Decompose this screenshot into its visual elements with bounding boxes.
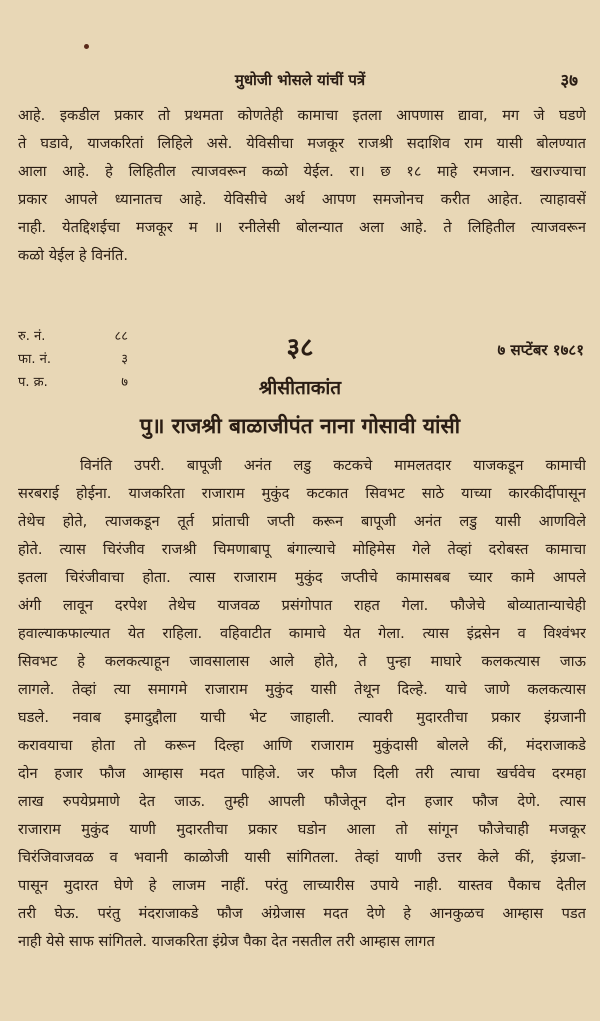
text-line: चिरंजिवाजवळ व भवानी काळोजी यासी सांगितला. तेव्हां याणी उत्तर केले कीं, इंग्रजा- — [18, 849, 586, 866]
text-line: नाही. येतद्दिशईचा मजकूर म ॥ रनीलेसी बोलन्यात अला आहे. ते लिहितील त्याजवरून — [18, 219, 586, 236]
reference-label: फा. नं. — [18, 352, 52, 367]
text-line: होते. त्यास चिरंजीव राजश्री चिमणाबापू बंगाल्याचे मोहिमेस गेले तेव्हां दरोबस्त कामाचा — [18, 541, 586, 558]
text-line: सरबराई होईना. याजकरिता राजाराम मुकुंद कटकात सिवभट साठे याच्या कारकीर्दीपासून — [18, 485, 586, 502]
text-line: आला आहे. हे लिहितील त्याजवरून कळो येईल. रा। छ १८ माहे रमजान. खराज्याचा — [18, 163, 586, 180]
invocation: श्रीसीताकांत — [258, 377, 342, 399]
text-line: लाख रुपयेप्रमाणे देत जाऊ. तुम्ही आपली फौजेतून दोन हजार फौज देणे. त्यास — [18, 793, 586, 810]
previous-letter-text — [18, 102, 586, 270]
text-line: घडले. नवाब इमादुद्दौला याची भेट जाहाली. त्यावरी मुदारतीचा प्रकार इंग्रजानी — [18, 709, 586, 726]
reference-label: प. क्र. — [18, 375, 48, 390]
letter-body — [18, 452, 586, 956]
text-line: अंगी लावून दरपेश तेथेच याजवळ प्रसंगोपात राहत गेला. फौजेचे बोव्यातान्याचेही — [18, 597, 586, 614]
ink-dot — [84, 44, 89, 49]
text-line: राजाराम मुकुंद याणी मुदारतीचा प्रकार घडोन आला तो सांगून फौजेचाही मजकूर — [18, 821, 586, 838]
reference-value: ३ — [121, 352, 128, 367]
text-line: लागले. तेव्हां त्या समागमे राजाराम मुकुंद यासी तेथून दिल्हे. याचे जाणे कलकत्यास — [18, 681, 586, 698]
text-line: इतला चिरंजीवाचा होता. त्यास राजाराम मुकुंद जप्तीचे कामासबब च्यार कामे आपले — [18, 569, 586, 586]
reference-value: ७ — [121, 375, 128, 390]
running-title: मुधोजी भोसले यांचीं पत्रें — [234, 71, 366, 89]
page-number: ३७ — [560, 71, 578, 91]
text-line: पासून मुदारत घेणे हे लाजम नाहीं. परंतु लाच्यारीस उपाये नाही. यास्तव पैकाच देतील — [18, 877, 586, 894]
text-line: करावयाचा होता तो करून दिल्हा आणि राजाराम मुकुंदासी बोलले कीं, मंदराजाकडे — [18, 737, 586, 754]
text-line: ते घडावे, याजकरितां लिहिले असे. येविसीचा मजकूर राजश्री सदाशिव राम यासी बोलण्यात — [18, 135, 586, 152]
text-line: नाही येसे साफ सांगितले. याजकरिता इंग्रेज पैका देत नसतील तरी आम्हास लागत — [18, 933, 435, 950]
letter-number: ३८ — [286, 333, 314, 363]
text-line: तेथेच होते, त्याजकडून तूर्त प्रांताची जप्ती करून बापूजी अनंत लडु यासी आणविले — [18, 513, 586, 530]
reference-value: ८८ — [114, 329, 128, 344]
salutation: पु॥ राजश्री बाळाजीपंत नाना गोसावी यांसी — [139, 414, 461, 438]
running-header — [0, 68, 600, 92]
text-line: आहे. इकडील प्रकार तो प्रथमता कोणतेही कामाचा इतला आपणास द्यावा, मग जे घडणे — [18, 107, 586, 124]
text-line: सिवभट हे कलकत्याहून जावसालास आले होते, ते पुन्हा माघारे कलकत्यास जाऊ — [18, 653, 586, 670]
text-line: दोन हजार फौज आम्हास मदत पाहिजे. जर फौज दिली तरी त्याचा खर्चवेच दरमहा — [18, 765, 586, 782]
text-line: हवाल्याकफाल्यात येत राहिला. वहिवाटीत कामाचे येत गेला. त्यास इंद्रसेन व विश्वंभर — [18, 625, 586, 642]
text-line: विनंति उपरी. बापूजी अनंत लडु कटकचे मामलतदार याजकडून कामाची — [80, 457, 586, 474]
text-line: कळो येईल हे विनंति. — [18, 247, 129, 264]
text-line: तरी घेऊ. परंतु मंदराजाकडे फौज अंग्रेजास मदत देणे हे आनकुळच आम्हास पडत — [18, 905, 586, 922]
letter-date: ७ सप्टेंबर १७८१ — [497, 341, 584, 359]
text-line: प्रकार आपले ध्यानातच आहे. येविसीचे अर्थ आपण समजोनच करीत आहेत. त्याहावसें — [18, 191, 586, 208]
reference-label: रु. नं. — [18, 329, 46, 344]
